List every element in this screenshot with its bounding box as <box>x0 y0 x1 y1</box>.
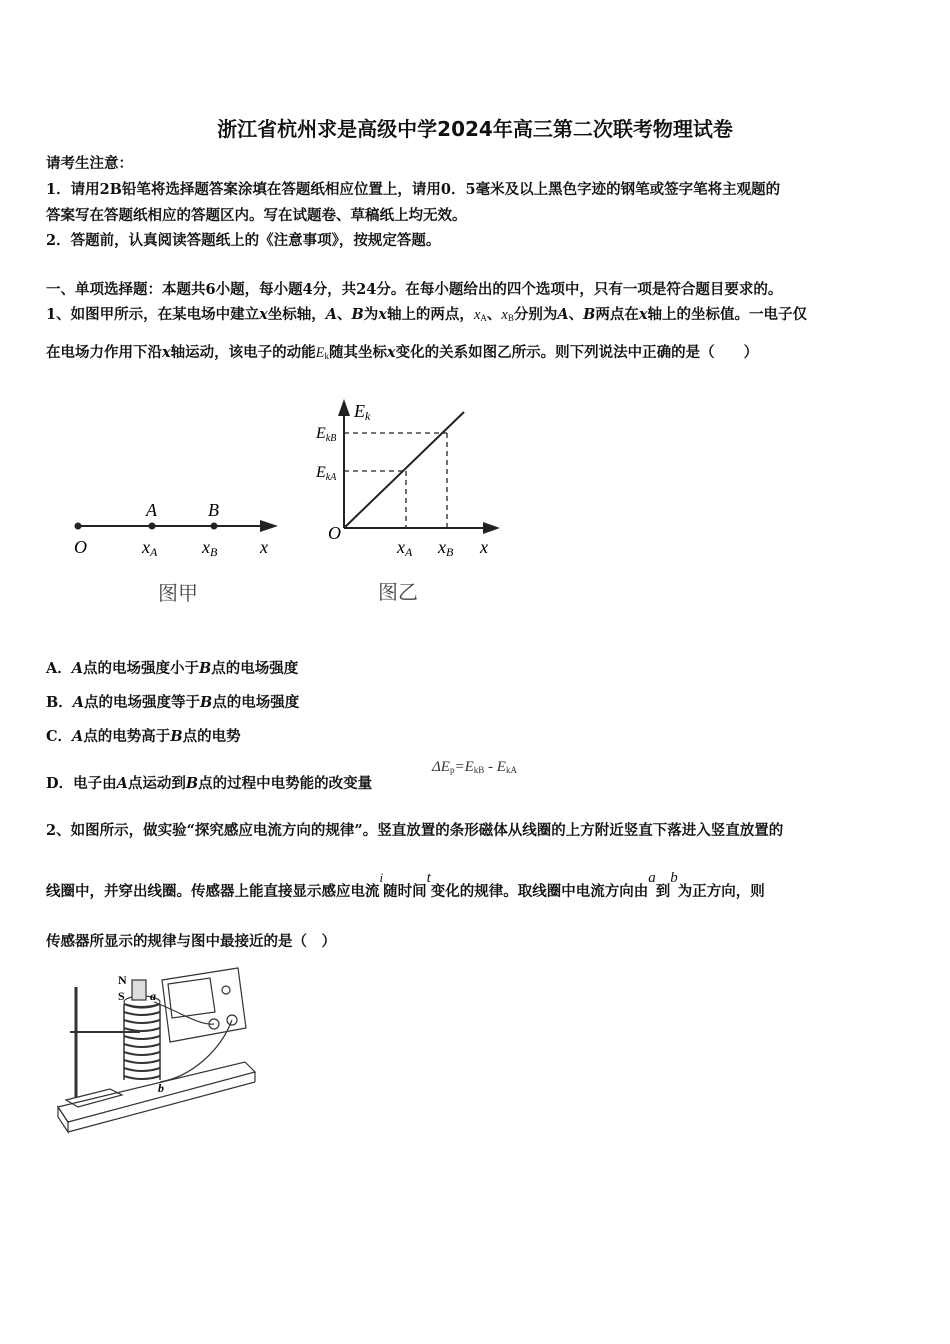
point-b <box>211 523 218 530</box>
caption-jia: 图甲 <box>158 583 198 605</box>
label-ekb: EkB <box>316 425 337 444</box>
ek-line <box>344 412 464 528</box>
section-header: 一、单项选择题：本题共6小题，每小题4分，共24分。在每小题给出的四个选项中，只有一项是符合题目要求的。 <box>46 281 783 298</box>
label-origin: O <box>328 523 341 543</box>
label-eka: EkA <box>316 464 337 483</box>
coil-turns <box>124 1004 160 1079</box>
label-ek: Ek <box>354 401 371 423</box>
label-xa: xA <box>142 537 158 559</box>
figure-jia <box>60 480 300 610</box>
origin-point <box>75 523 82 530</box>
figure-yi <box>310 393 510 608</box>
q2-stem-line1: 2、如图所示，做实验“探究感应电流方向的规律”。竖直放置的条形磁体从线圈的上方附近竖直下落进入竖直放置的 <box>46 822 784 839</box>
q1-stem-line1: 1、如图甲所示，在某电场中建立x坐标轴，A、B为x轴上的两点，$x_A$、$x_B$分别为A、B两点在x轴上的坐标值。一电子仅 <box>46 306 808 323</box>
wire-b <box>160 1020 232 1082</box>
label-a: A <box>146 500 157 520</box>
option-b: B．A点的电场强度等于B点的电场强度 <box>46 694 300 711</box>
option-d: D．电子由A点运动到B点的过程中电势能的改变量 <box>46 775 373 792</box>
q2-stem-line3: 传感器所显示的规律与图中最接近的是（ ） <box>46 933 336 950</box>
label-b: B <box>208 500 219 520</box>
sensor-knob-1 <box>222 986 230 994</box>
base-board-edge <box>58 1107 68 1132</box>
notice-header: 请考生注意： <box>46 155 133 172</box>
y-axis-arrow <box>338 399 350 416</box>
x-axis-arrow <box>483 522 500 534</box>
caption-yi: 图乙 <box>378 582 418 604</box>
notice-item-2: 2．答题前，认真阅读答题纸上的《注意事项》，按规定答题。 <box>46 232 441 249</box>
label-b: b <box>158 1081 164 1095</box>
q2-stem-line2: 线圈中，并穿出线圈。传感器上能直接显示感应电流i随时间t变化的规律。取线圈中电流方向由a到b为正方向，则 <box>46 870 765 900</box>
page-title: 浙江省杭州求是高级中学2024年高三第二次联考物理试卷 <box>217 117 733 141</box>
label-n: N <box>118 973 127 987</box>
base-board <box>58 1062 255 1122</box>
option-a: A．A点的电场强度小于B点的电场强度 <box>46 660 299 677</box>
option-c: C．A点的电势高于B点的电势 <box>46 728 241 745</box>
x-axis-arrow <box>260 520 278 532</box>
bar-magnet <box>132 980 146 1000</box>
option-d-formula: $\Delta E_p=E_{kB} - E_{kA}$ <box>432 759 517 775</box>
label-a: a <box>150 989 156 1003</box>
q1-stem-line2: 在电场力作用下沿x轴运动，该电子的动能$E_k$随其坐标x变化的关系如图乙所示。则下列说法中正确的是（ ） <box>46 344 759 361</box>
notice-item-1: 1．请用2B铅笔将选择题答案涂填在答题纸相应位置上，请用0．5毫米及以上黑色字迹的钢笔或签字笔将主观题的 <box>46 181 781 198</box>
figure-apparatus <box>50 962 260 1154</box>
label-s: S <box>118 989 125 1003</box>
label-x: x <box>480 537 488 557</box>
sensor-screen <box>168 978 215 1018</box>
label-origin: O <box>74 537 87 557</box>
label-xb: xB <box>202 537 218 559</box>
point-a <box>149 523 156 530</box>
label-x: x <box>260 537 268 557</box>
notice-item-1-cont: 答案写在答题纸相应的答题区内。写在试题卷、草稿纸上均无效。 <box>46 207 467 224</box>
label-xb: xB <box>438 537 454 559</box>
label-xa: xA <box>397 537 413 559</box>
